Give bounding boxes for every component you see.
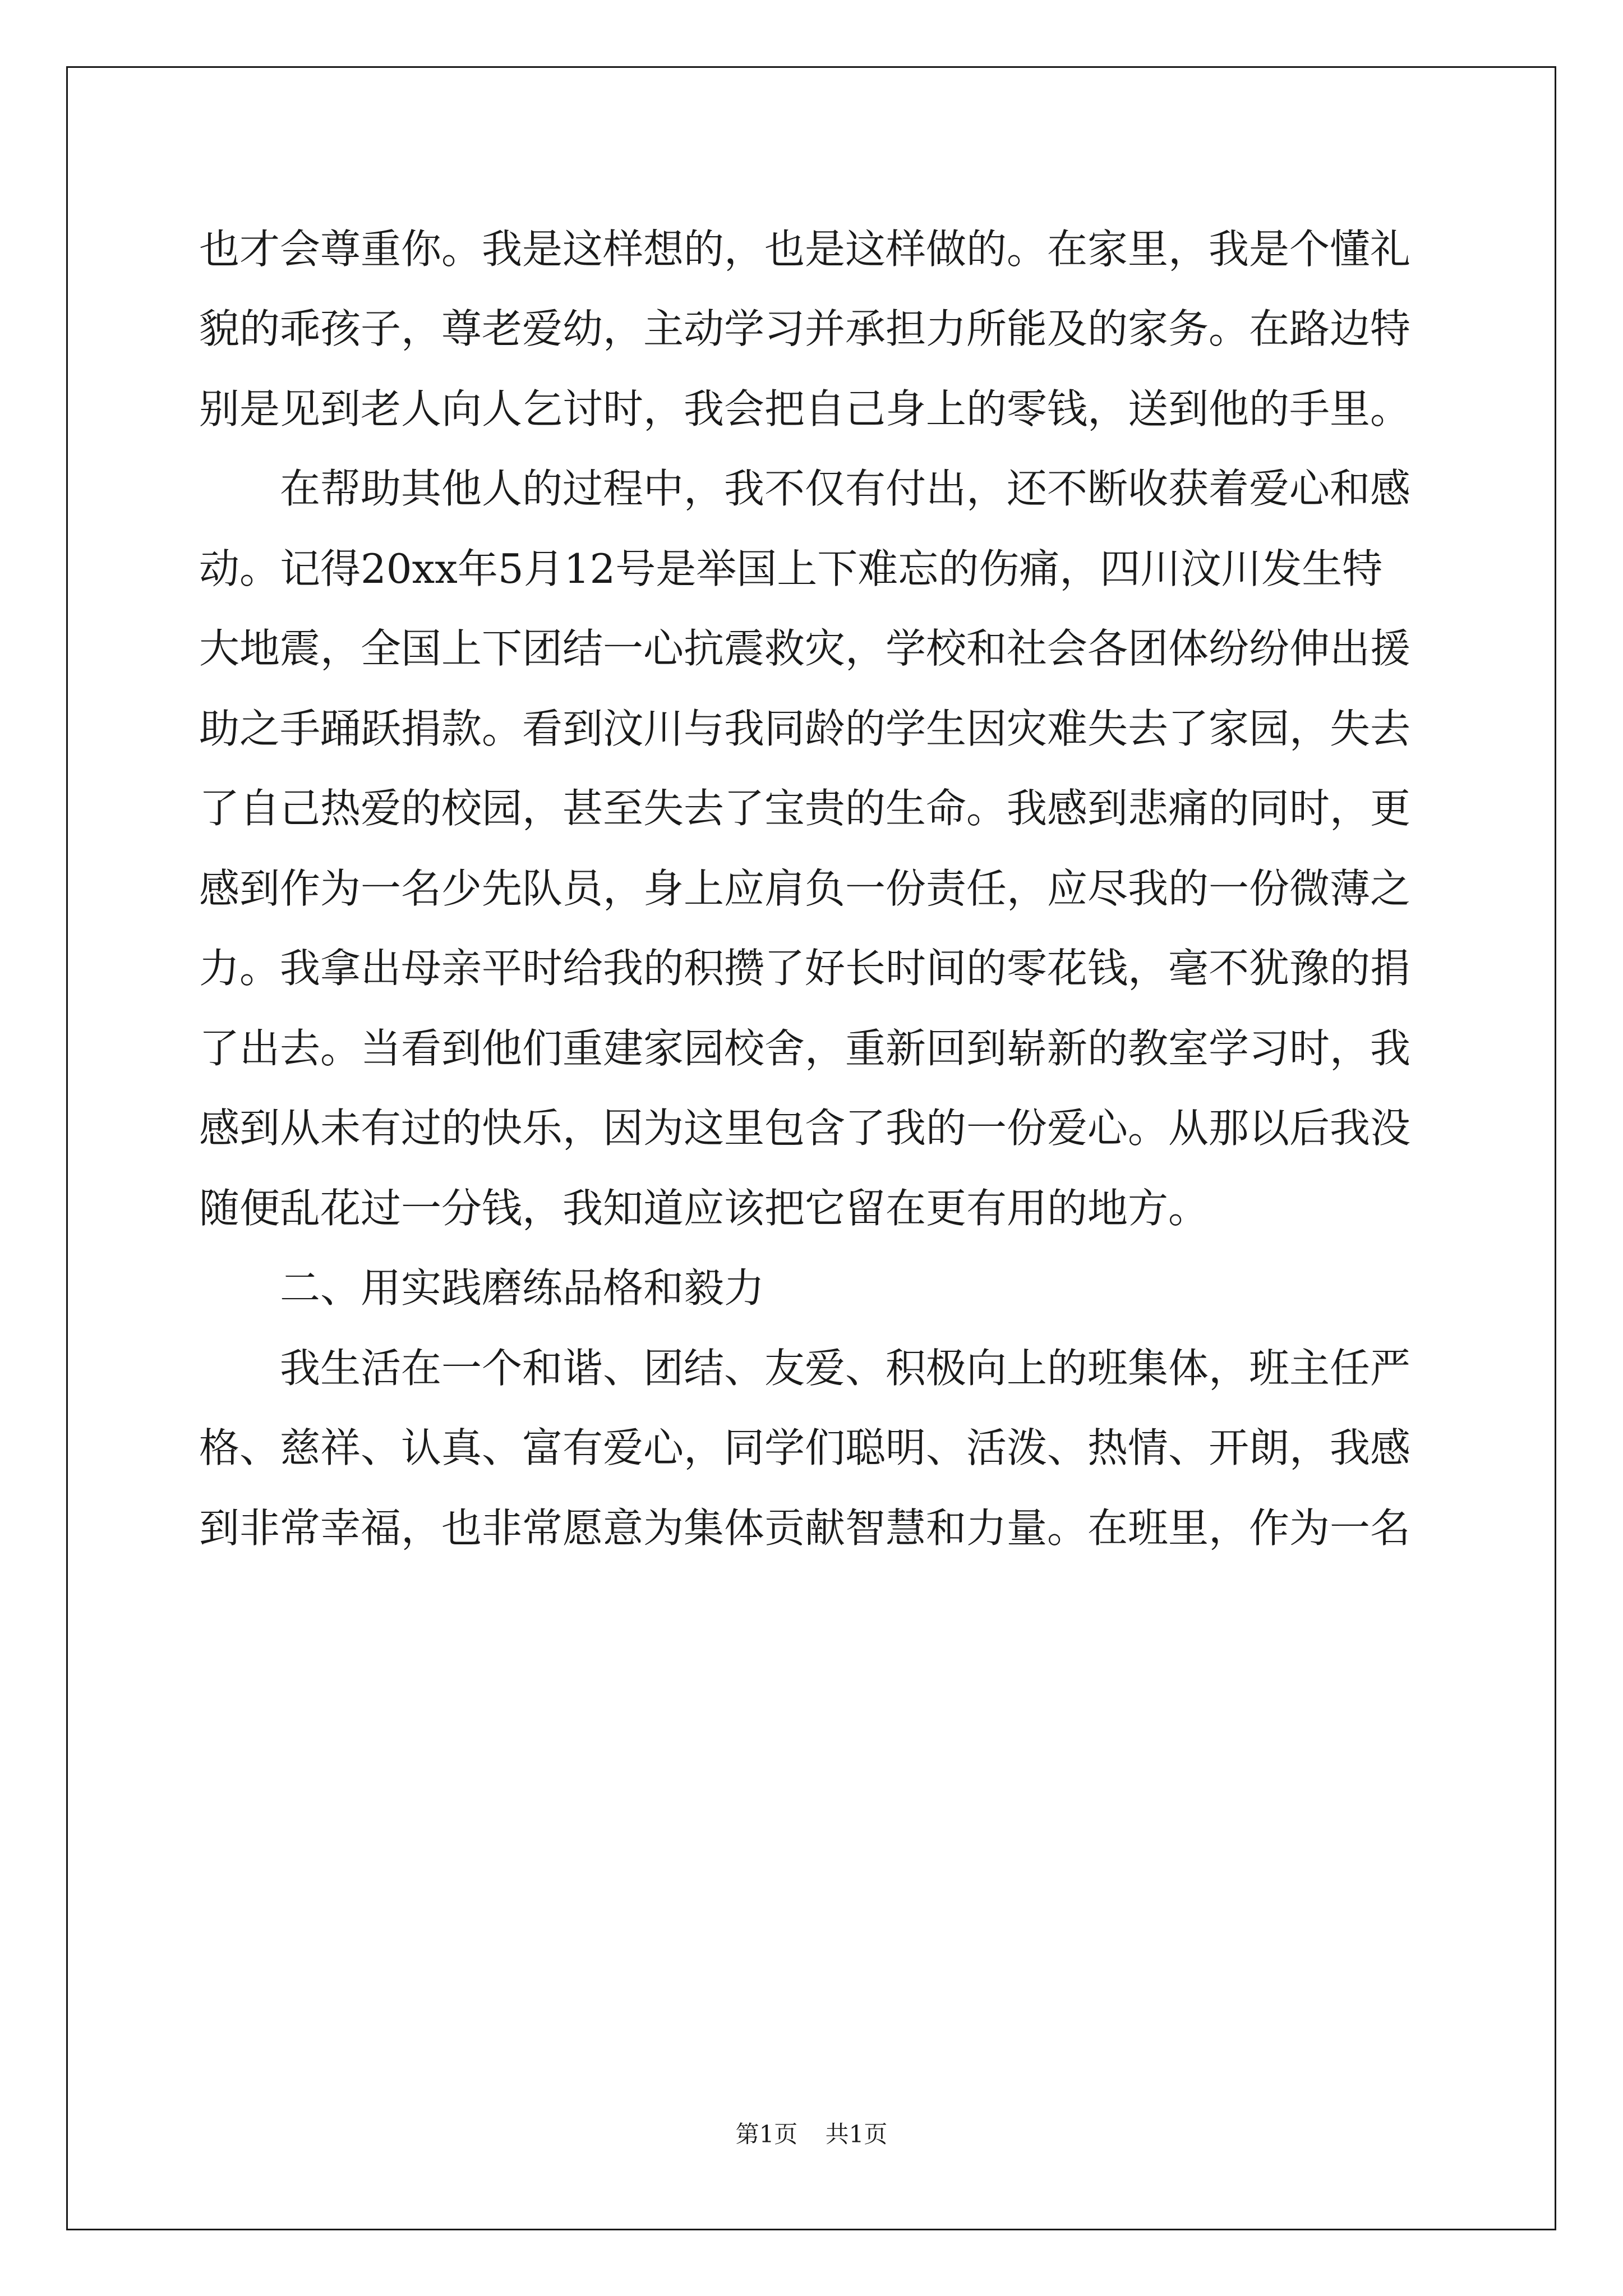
text-line: 貌的乖孩子，尊老爱幼，主动学习并承担力所能及的家务。在路边特 bbox=[199, 305, 1411, 352]
text-line: 感到作为一名少先队员，身上应肩负一份责任，应尽我的一份微薄之 bbox=[199, 865, 1411, 912]
text-line: 也才会尊重你。我是这样想的，也是这样做的。在家里，我是个懂礼 bbox=[199, 226, 1411, 273]
text-line: 别是见到老人向人乞讨时，我会把自己身上的零钱，送到他的手里。 bbox=[199, 385, 1411, 432]
text-line: 我生活在一个和谐、团结、友爱、积极向上的班集体，班主任严 bbox=[280, 1345, 1411, 1392]
text-line: 大地震，全国上下团结一心抗震救灾，学校和社会各团体纷纷伸出援 bbox=[199, 625, 1411, 672]
text-line: 了出去。当看到他们重建家园校舍，重新回到崭新的教室学习时，我 bbox=[199, 1025, 1411, 1072]
text-line: 格、慈祥、认真、富有爱心，同学们聪明、活泼、热情、开朗，我感 bbox=[199, 1424, 1411, 1471]
text-line: 力。我拿出母亲平时给我的积攒了好长时间的零花钱，毫不犹豫的捐 bbox=[199, 945, 1411, 992]
text-line: 了自己热爱的校园，甚至失去了宝贵的生命。我感到悲痛的同时，更 bbox=[199, 785, 1411, 832]
text-line: 在帮助其他人的过程中，我不仅有付出，还不断收获着爱心和感 bbox=[280, 465, 1411, 512]
page-total: 共1页 bbox=[825, 2120, 888, 2148]
section-heading: 二、用实践磨练品格和毅力 bbox=[280, 1264, 765, 1312]
text-line: 随便乱花过一分钱，我知道应该把它留在更有用的地方。 bbox=[199, 1185, 1209, 1232]
text-line: 助之手踊跃捐款。看到汶川与我同龄的学生因灾难失去了家园，失去 bbox=[199, 705, 1411, 752]
text-line: 动。记得20xx年5月12号是举国上下难忘的伤痛，四川汶川发生特 bbox=[199, 545, 1383, 592]
text-line: 到非常幸福，也非常愿意为集体贡献智慧和力量。在班里，作为一名 bbox=[199, 1504, 1411, 1552]
page-number: 第1页 bbox=[735, 2120, 798, 2148]
text-line: 感到从未有过的快乐，因为这里包含了我的一份爱心。从那以后我没 bbox=[199, 1105, 1411, 1152]
page-footer bbox=[0, 2116, 1623, 2150]
